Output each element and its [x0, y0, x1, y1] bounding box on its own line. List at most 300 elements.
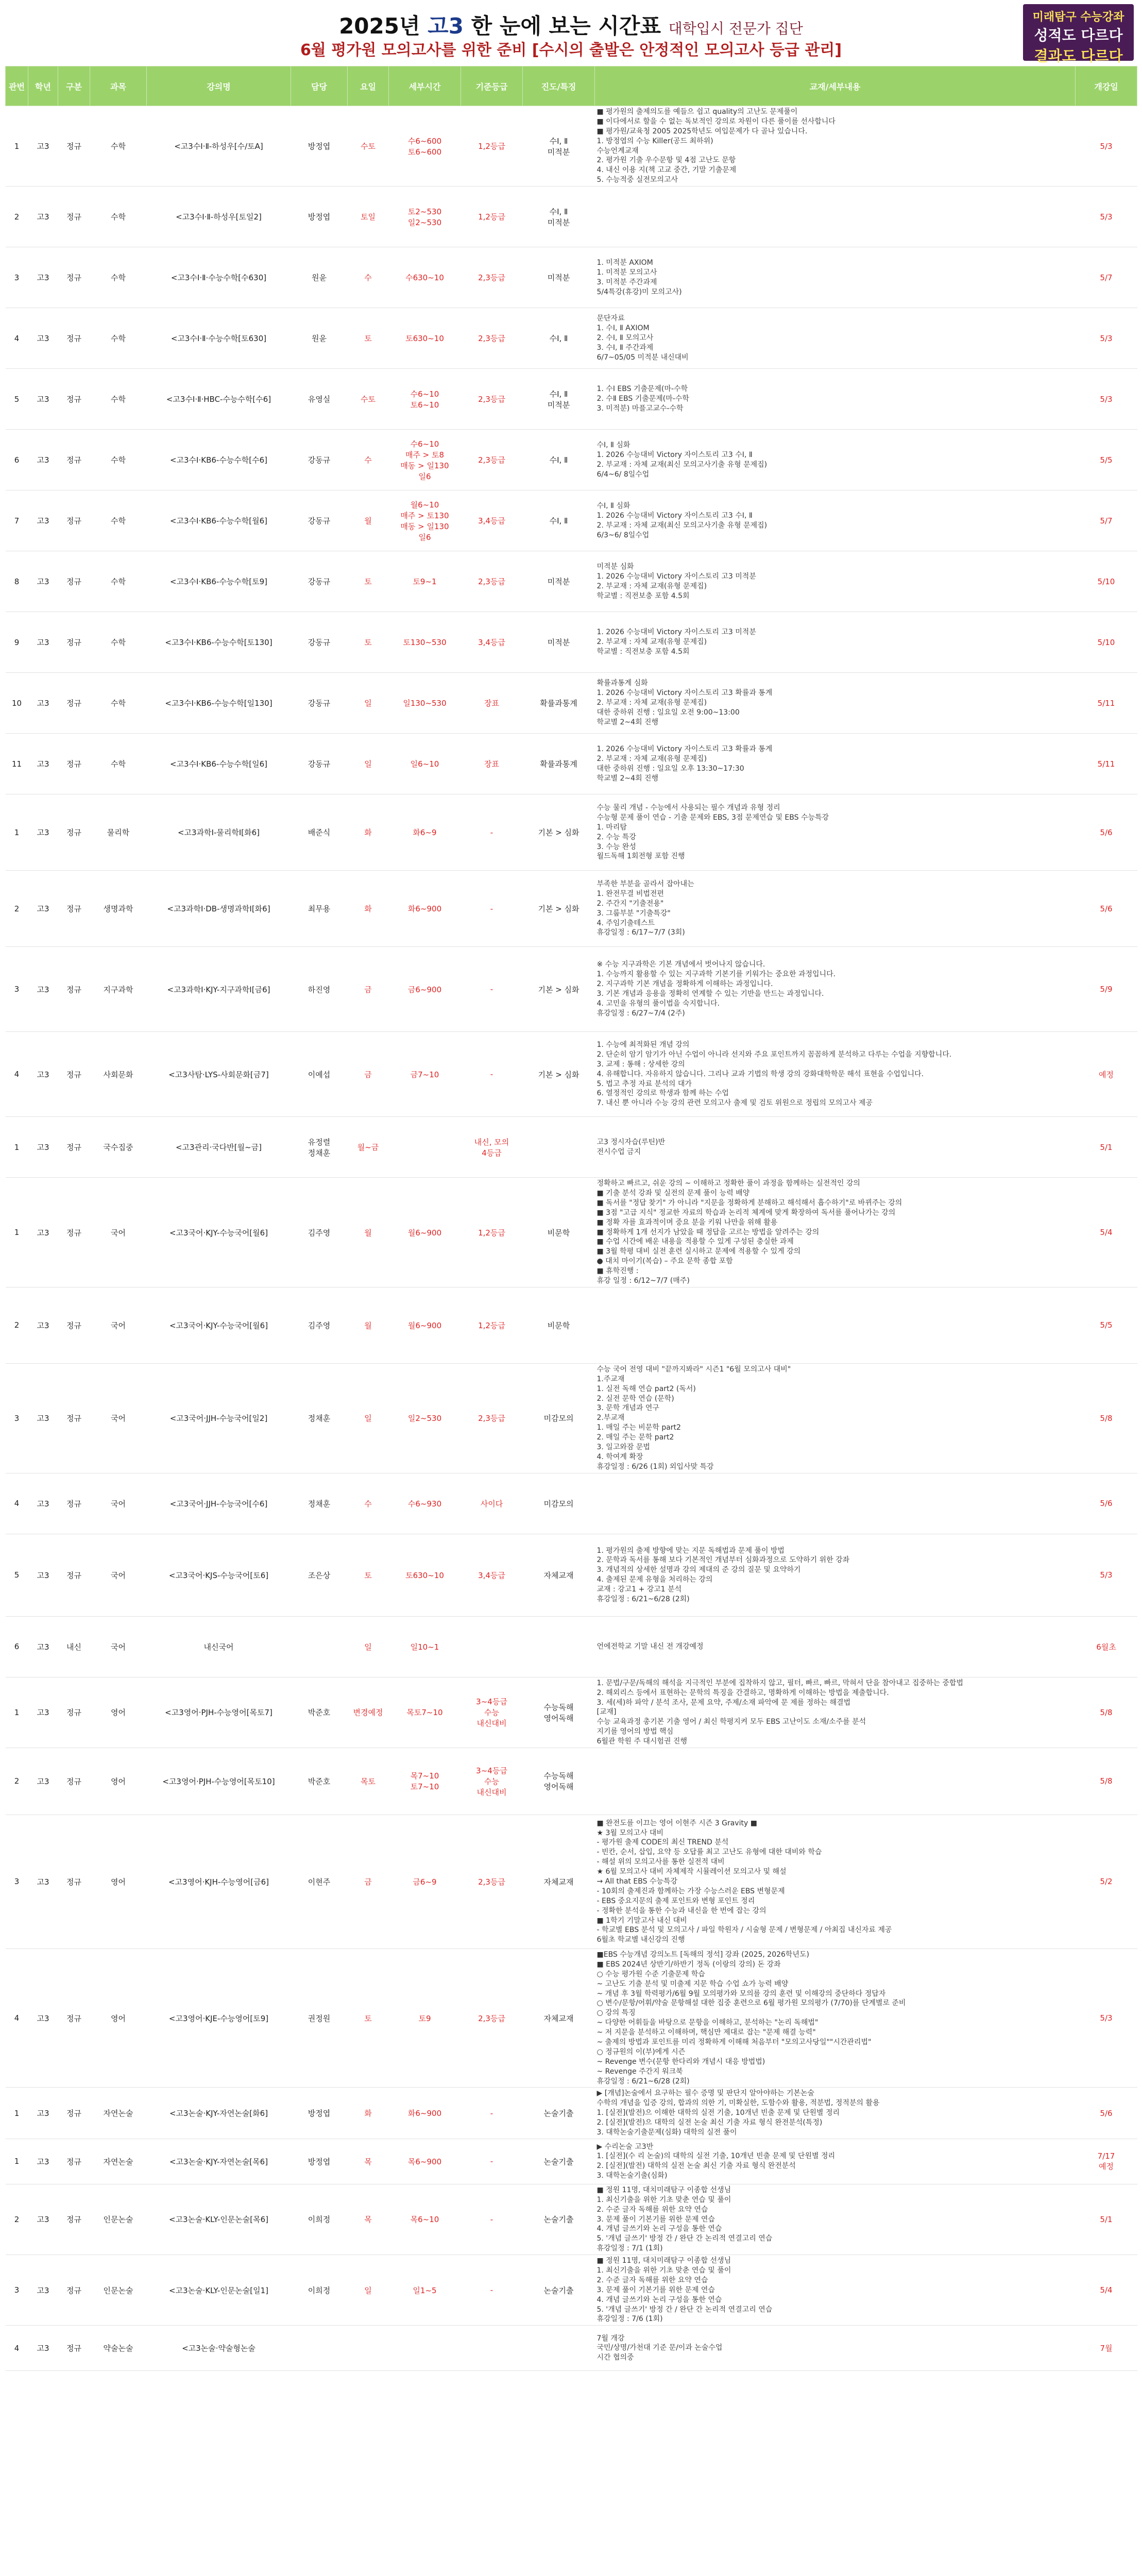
table-row [6, 1287, 1137, 1363]
cell-no: 5 [6, 369, 28, 430]
cell-progress [523, 2326, 595, 2371]
cell-progress: 자체교재 [523, 1815, 595, 1948]
cell-detail: ■ 정원 11명, 대치미래탐구 이종합 선생님 1. 최신기출을 위한 기초 맞춘 연습 및 풀이 2. 수준 글자 독해를 위한 요약 연습 3. 문제 풀이 기본기를 위한 문제 연습 4. 개념 글쓰기와 논리 구성을 통한 연습 5. '개념 글쓰기' 방정 간 / 완단 간 논리적 연결고리 연습 휴강일정 : 7/1 (1회) [595, 2184, 1076, 2255]
cell-progress: 수능독해 영어독해 [523, 1677, 595, 1748]
cell-level: - [461, 2255, 523, 2326]
cell-level: - [461, 2088, 523, 2139]
cell-detail: 1. 문법/구문/독해의 해석을 지극적인 부분에 집착하지 않고, 필터, 빠르, 빠르, 막혀서 단을 참아내고 집중하는 중합법 2. 해외리스 등에서 표현하는 문학의 특징을 간결하고, 명확하게 이해하는 방법을 제출합니다. 3. 세(세)하 파악 / 분석 조사, 문제 요약, 주제/소재 파악에 문 제를 정하는 해결법 [교재] 수능 교육과정 총기본 기출 영어 / 최신 학평지켜 모두 EBS 고난이도 소재/소주를 분석 지기를 영어의 방법 핵심 6월관 학원 주 대시험권 진행 [595, 1677, 1076, 1748]
cell-level: - [461, 2139, 523, 2184]
cell-teacher: 박준호 [291, 1748, 348, 1815]
cell-level: - [461, 871, 523, 947]
cell-detail: 언에전학교 기말 내신 전 개강예정 [595, 1616, 1076, 1677]
cell-no: 1 [6, 794, 28, 871]
cell-day: 화 [348, 871, 389, 947]
cell-time [389, 2326, 461, 2371]
cell-teacher: 원윤 [291, 308, 348, 369]
cell-course: <고3수Ⅰ·Ⅱ-하성우[토일2] [147, 187, 291, 247]
cell-day: 수 [348, 247, 389, 308]
cell-course: <고3수Ⅰ·Ⅱ-하성우[수/토A] [147, 106, 291, 187]
cell-kind: 정규 [58, 1748, 90, 1815]
table-header-row [6, 66, 1137, 106]
cell-grade: 고3 [28, 1815, 58, 1948]
column-header: 기준등급 [461, 66, 523, 106]
cell-course: <고3국어·JJH-수능국어[수6] [147, 1473, 291, 1534]
cell-progress [523, 1616, 595, 1677]
cell-grade: 고3 [28, 551, 58, 612]
cell-grade: 고3 [28, 2184, 58, 2255]
cell-day: 수토 [348, 369, 389, 430]
cell-no: 1 [6, 2139, 28, 2184]
cell-level: 장표 [461, 673, 523, 734]
cell-teacher: 유영실 [291, 369, 348, 430]
cell-subject: 국수집중 [90, 1117, 147, 1178]
cell-subject: 지구과학 [90, 947, 147, 1032]
cell-level: 2,3등급 [461, 1363, 523, 1473]
cell-course: <고3과학Ⅰ·DB-생명과학Ⅰ[화6] [147, 871, 291, 947]
logo-line2: 성적도 다르다 [1034, 27, 1123, 44]
cell-course: <고3국어·KJS-수능국어[토6] [147, 1534, 291, 1616]
cell-time: 화6~900 [389, 2088, 461, 2139]
cell-course: <고3영어·KJH-수능영어[금6] [147, 1815, 291, 1948]
cell-progress: 확률과통계 [523, 673, 595, 734]
cell-teacher: 권정원 [291, 1948, 348, 2087]
cell-day: 수토 [348, 106, 389, 187]
table-row [6, 1178, 1137, 1287]
cell-no: 4 [6, 1948, 28, 2087]
cell-time: 수6~10 매주 > 토8 매동 > 일130 일6 [389, 430, 461, 490]
cell-detail: 미적분 심화 1. 2026 수능대비 Victory 자이스토리 고3 미적분 2. 부교재 : 자체 교재(유형 문제집) 학교별 : 직전보충 포함 4.5회 [595, 551, 1076, 612]
cell-teacher: 하진영 [291, 947, 348, 1032]
cell-subject: 약술논술 [90, 2326, 147, 2371]
cell-no: 2 [6, 2184, 28, 2255]
cell-grade: 고3 [28, 187, 58, 247]
table-row [6, 187, 1137, 247]
cell-level: - [461, 794, 523, 871]
table-row [6, 1815, 1137, 1948]
cell-kind: 정규 [58, 1473, 90, 1534]
cell-grade: 고3 [28, 612, 58, 673]
cell-kind: 정규 [58, 947, 90, 1032]
cell-course: <고3영어·KJE-수능영어[토9] [147, 1948, 291, 2087]
cell-detail: 수능 국어 전영 대비 "끝까지봐라" 시즌1 "6월 모의고사 대비" 1.주교재 1. 실전 독해 연습 part2 (독서) 2. 실전 문학 연습 (문학) 3. 문학 개념과 연구 2.부교재 1. 매일 주는 비문학 part2 2. 매일 주는 문학 part2 3. 일고와잠 문법 4. 학여계 확장 휴강일정 : 6/26 (1회) 외입사맞 특강 [595, 1363, 1076, 1473]
page-title [0, 9, 1142, 40]
cell-subject: 수학 [90, 247, 147, 308]
cell-time: 수630~10 [389, 247, 461, 308]
cell-level: 2,3등급 [461, 308, 523, 369]
cell-progress: 논술기출 [523, 2139, 595, 2184]
cell-kind: 정규 [58, 1948, 90, 2087]
cell-detail: 정확하고 빠르고, 쉬운 강의 ~ 이해하고 정확한 풀이 과정을 함께하는 실전적인 강의 ■ 기출 분석 강좌 및 실전의 문제 풀이 능력 배양 ■ 독서를 "정답 찾기" 가 아니라 "지문을 정확하게 분해하고 해석해서 흡수하기"로 바뀌주는 강의 ■ 3점 "고급 지식" 정교한 자료의 학습과 논리적 체계에 맞게 확장하여 독서를 풀어나가는 강의 ■ 정확 자를 효과적이며 중요 분을 키워 나만을 위해 활용 ■ 정확하게 1개 선지가 남았을 때 정답을 고르는 방법을 알려주는 강의 ■ 수업 시간에 배운 내용을 적용할 수 있게 구성된 충실한 과제 ■ 3월 학평 대비 실전 훈련 실시하고 문제에 적용할 수 있게 강의 ● 대치 마이기(복습) – 주요 문학 종합 포함 ■ 휴학진행 : 휴강 일정 : 6/12~7/7 (매주) [595, 1178, 1076, 1287]
cell-detail [595, 1748, 1076, 1815]
cell-course: <고3영어·PJH-수능영어[목토10] [147, 1748, 291, 1815]
cell-start: 5/10 [1076, 551, 1137, 612]
cell-no: 6 [6, 1616, 28, 1677]
cell-level: 1,2등급 [461, 1287, 523, 1363]
title-text: 한 눈에 보는 시간표 [471, 13, 661, 39]
table-row [6, 106, 1137, 187]
table-row [6, 734, 1137, 794]
cell-subject: 수학 [90, 490, 147, 551]
cell-day: 월 [348, 1178, 389, 1287]
cell-day: 화 [348, 2088, 389, 2139]
cell-start: 5/9 [1076, 947, 1137, 1032]
cell-course: <고3영어·PJH-수능영어[목토7] [147, 1677, 291, 1748]
cell-start: 5/8 [1076, 1363, 1137, 1473]
cell-grade: 고3 [28, 2255, 58, 2326]
cell-level: 3~4등급 수능 내신대비 [461, 1748, 523, 1815]
cell-detail [595, 1287, 1076, 1363]
cell-grade: 고3 [28, 947, 58, 1032]
cell-subject: 생명과학 [90, 871, 147, 947]
cell-grade: 고3 [28, 1363, 58, 1473]
cell-kind: 정규 [58, 1117, 90, 1178]
cell-start: 6월초 [1076, 1616, 1137, 1677]
cell-subject: 사회문화 [90, 1032, 147, 1117]
column-header: 관번 [6, 66, 28, 106]
cell-course: <고3국어·KJY-수능국어[월6] [147, 1287, 291, 1363]
cell-grade: 고3 [28, 1032, 58, 1117]
cell-time: 월6~900 [389, 1287, 461, 1363]
cell-no: 6 [6, 430, 28, 490]
cell-progress: 수Ⅰ, Ⅱ 미적분 [523, 369, 595, 430]
cell-subject: 국어 [90, 1473, 147, 1534]
cell-no: 3 [6, 247, 28, 308]
cell-progress: 기본 > 심화 [523, 1032, 595, 1117]
cell-no: 1 [6, 2088, 28, 2139]
table-row [6, 308, 1137, 369]
cell-progress: 자체교재 [523, 1534, 595, 1616]
cell-subject: 수학 [90, 734, 147, 794]
cell-level: 1,2등급 [461, 1178, 523, 1287]
cell-day: 수 [348, 430, 389, 490]
cell-detail: ▶ [개념]논술에서 요구하는 필수 증명 및 판단지 알아야하는 기본논술 수학의 개념을 입증 강의, 합과의 의한 기, 미확실한, 도함수와 활용, 적분법, 정적분의 활용 1. [실전](발전)으 이해한 대학의 실전 기출, 10개년 빈출 문제 및 단원별 정리 2. [실전](발전)으 대학의 실전 논술 최신 기출 자료 형식 완전분석(특정) 3. 대학논술기출문제(심화) 대학의 실전 풀이 [595, 2088, 1076, 2139]
cell-start: 5/8 [1076, 1748, 1137, 1815]
cell-time: 일2~530 [389, 1363, 461, 1473]
table-row [6, 1948, 1137, 2087]
cell-progress: 수Ⅰ, Ⅱ [523, 308, 595, 369]
cell-kind: 정규 [58, 1032, 90, 1117]
cell-kind: 정규 [58, 187, 90, 247]
cell-kind: 정규 [58, 1815, 90, 1948]
cell-detail: 1. 미적분 AXIOM 1. 미적분 모의고사 3. 미적분 주간과제 5/4특강(휴강)미 모의고사) [595, 247, 1076, 308]
cell-subject: 수학 [90, 673, 147, 734]
cell-kind: 정규 [58, 1677, 90, 1748]
cell-no: 4 [6, 2326, 28, 2371]
column-header: 개강일 [1076, 66, 1137, 106]
cell-course: <고3사탐·LYS-사회문화[금7] [147, 1032, 291, 1117]
cell-progress: 자체교재 [523, 1948, 595, 2087]
cell-progress: 수Ⅰ, Ⅱ [523, 490, 595, 551]
table-row [6, 2088, 1137, 2139]
cell-time: 일10~1 [389, 1616, 461, 1677]
table-row [6, 612, 1137, 673]
cell-start: 예정 [1076, 1032, 1137, 1117]
cell-level: - [461, 947, 523, 1032]
cell-kind: 정규 [58, 106, 90, 187]
cell-teacher: 이희정 [291, 2255, 348, 2326]
cell-time: 토630~10 [389, 1534, 461, 1616]
cell-teacher [291, 1616, 348, 1677]
cell-detail: ■ 평가원의 출제의도를 예들으 쉽고 quality의 고난도 문제풀이 ■ 이다에서로 할을 수 없는 독보적인 강의로 차원이 다른 풀이를 선사합니다 ■ 평가원/교육청 2005 2025학년도 여입문제가 다 골나 있습니다. 1. 방정엽의 수능 Killer(공드 최하위) 수능언계교재 2. 평가원 기출 우수문항 및 4점 고난도 문항 4. 내신 이용 지(책 고교 중간, 기말 기출문제 5. 수능적중 실전모의고사 [595, 106, 1076, 187]
cell-subject: 수학 [90, 430, 147, 490]
cell-start: 5/7 [1076, 247, 1137, 308]
cell-level [461, 2326, 523, 2371]
cell-course: 내신국어 [147, 1616, 291, 1677]
cell-time: 금6~900 [389, 947, 461, 1032]
table-row [6, 1473, 1137, 1534]
cell-grade: 고3 [28, 1748, 58, 1815]
cell-start: 5/6 [1076, 1473, 1137, 1534]
cell-level: 2,3등급 [461, 551, 523, 612]
cell-teacher: 강동규 [291, 551, 348, 612]
cell-detail: 수Ⅰ, Ⅱ 심화 1. 2026 수능대비 Victory 자이스토리 고3 수Ⅰ, Ⅱ 2. 부교재 : 자체 교재(최신 모의고사기출 유형 문제집) 6/4~6/ 8일수업 [595, 430, 1076, 490]
cell-grade: 고3 [28, 2088, 58, 2139]
cell-progress: 논술기출 [523, 2088, 595, 2139]
cell-no: 2 [6, 1748, 28, 1815]
cell-course: <고3수Ⅰ·Ⅱ·수능수학[수630] [147, 247, 291, 308]
cell-subject: 국어 [90, 1178, 147, 1287]
cell-no: 3 [6, 947, 28, 1032]
cell-day [348, 2326, 389, 2371]
cell-start: 5/2 [1076, 1815, 1137, 1948]
cell-day: 월 [348, 490, 389, 551]
cell-teacher: 김주영 [291, 1287, 348, 1363]
cell-time: 수6~930 [389, 1473, 461, 1534]
cell-day: 일 [348, 734, 389, 794]
cell-teacher: 배준식 [291, 794, 348, 871]
table-row [6, 490, 1137, 551]
cell-start: 5/6 [1076, 2088, 1137, 2139]
cell-kind: 정규 [58, 2184, 90, 2255]
cell-time: 목토7~10 [389, 1677, 461, 1748]
cell-grade: 고3 [28, 2326, 58, 2371]
table-row [6, 1363, 1137, 1473]
cell-grade: 고3 [28, 106, 58, 187]
cell-kind: 정규 [58, 612, 90, 673]
cell-teacher: 김주영 [291, 1178, 348, 1287]
cell-start: 5/1 [1076, 1117, 1137, 1178]
cell-kind: 정규 [58, 2255, 90, 2326]
cell-day: 토 [348, 612, 389, 673]
cell-detail [595, 187, 1076, 247]
cell-no: 3 [6, 1363, 28, 1473]
cell-start: 5/11 [1076, 734, 1137, 794]
cell-day: 일 [348, 2255, 389, 2326]
cell-course: <고3관리·국다반[월~금] [147, 1117, 291, 1178]
cell-detail: ※ 수능 지구과학은 기본 개념에서 벗어나지 않습니다. 1. 수능까지 활용할 수 있는 지구과학 기본기를 키워가는 중요한 과정입니다. 2. 지구과학 기본 개념을 정확하게 이해하는 과정입니다. 3. 기본 개념과 응용을 정확히 연계할 수 있는 기반을 만드는 과정입니다. 4. 고민을 유형의 풀이법을 숙지합니다. 휴강일정 : 6/27~7/4 (2주) [595, 947, 1076, 1032]
cell-course: <고3국어·JJH-수능국어[일2] [147, 1363, 291, 1473]
cell-start: 5/3 [1076, 106, 1137, 187]
cell-no: 9 [6, 612, 28, 673]
cell-subject: 수학 [90, 187, 147, 247]
cell-start: 5/5 [1076, 430, 1137, 490]
cell-no: 2 [6, 187, 28, 247]
table-row [6, 1616, 1137, 1677]
column-header: 교재/세부내용 [595, 66, 1076, 106]
cell-teacher: 최무용 [291, 871, 348, 947]
table-row [6, 673, 1137, 734]
cell-kind: 정규 [58, 247, 90, 308]
cell-level [461, 1616, 523, 1677]
cell-level: 2,3등급 [461, 1815, 523, 1948]
cell-kind: 정규 [58, 673, 90, 734]
cell-start: 5/4 [1076, 2255, 1137, 2326]
cell-day: 일 [348, 1616, 389, 1677]
cell-level: 2,3등급 [461, 247, 523, 308]
cell-course: <고3수Ⅰ·KB6-수능수학[일130] [147, 673, 291, 734]
cell-subject: 수학 [90, 551, 147, 612]
cell-detail: 1. 2026 수능대비 Victory 자이스토리 고3 확률과 통계 2. 부교재 : 자체 교재(유형 문제집) 대한 중하위 진행 : 일요일 오후 13:30~17:30 학교별 2~4회 진행 [595, 734, 1076, 794]
cell-level: 장표 [461, 734, 523, 794]
cell-detail: 1. 2026 수능대비 Victory 자이스토리 고3 미적분 2. 부교재 : 자체 교재(유형 문제집) 학교별 : 직전보충 포함 4.5회 [595, 612, 1076, 673]
cell-day: 금 [348, 947, 389, 1032]
title-grade: 고3 [428, 13, 464, 39]
cell-grade: 고3 [28, 308, 58, 369]
cell-no: 1 [6, 1178, 28, 1287]
cell-progress: 기본 > 심화 [523, 871, 595, 947]
cell-progress: 수Ⅰ, Ⅱ 미적분 [523, 187, 595, 247]
cell-time: 일1~5 [389, 2255, 461, 2326]
cell-grade: 고3 [28, 673, 58, 734]
table-row [6, 871, 1137, 947]
column-header: 과목 [90, 66, 147, 106]
cell-course: <고3국어·KJY-수능국어[월6] [147, 1178, 291, 1287]
cell-course: <고3논술·KLY-인문논술[일1] [147, 2255, 291, 2326]
cell-teacher: 원윤 [291, 247, 348, 308]
cell-subject: 수학 [90, 106, 147, 187]
cell-grade: 고3 [28, 2139, 58, 2184]
cell-teacher: 정채훈 [291, 1363, 348, 1473]
cell-time: 수6~10 토6~10 [389, 369, 461, 430]
cell-time: 금6~9 [389, 1815, 461, 1948]
cell-grade: 고3 [28, 369, 58, 430]
cell-teacher: 박준호 [291, 1677, 348, 1748]
cell-no: 7 [6, 490, 28, 551]
cell-course: <고3과학Ⅰ-물리학Ⅰ[화6] [147, 794, 291, 871]
cell-no: 3 [6, 2255, 28, 2326]
timetable [5, 66, 1137, 2371]
cell-level: 2,3등급 [461, 430, 523, 490]
cell-teacher: 강동규 [291, 673, 348, 734]
cell-course: <고3논술·약술형논술 [147, 2326, 291, 2371]
cell-level: 3,4등급 [461, 1534, 523, 1616]
title-year: 2025년 [339, 13, 420, 39]
cell-kind: 정규 [58, 2139, 90, 2184]
cell-level: 3,4등급 [461, 612, 523, 673]
cell-day: 토 [348, 308, 389, 369]
table-row [6, 247, 1137, 308]
logo-line1: 미래탐구 수능강좌 [1032, 11, 1124, 24]
cell-progress: 기본 > 심화 [523, 794, 595, 871]
cell-no: 1 [6, 1117, 28, 1178]
cell-teacher: 조은상 [291, 1534, 348, 1616]
cell-teacher: 강동규 [291, 430, 348, 490]
cell-detail: 고3 정시자습(루틴)반 전시수업 금지 [595, 1117, 1076, 1178]
cell-day: 월~금 [348, 1117, 389, 1178]
header [0, 0, 1142, 64]
cell-no: 4 [6, 1473, 28, 1534]
column-header: 진도/특징 [523, 66, 595, 106]
cell-teacher: 유정렬 정채훈 [291, 1117, 348, 1178]
cell-time: 월6~10 매주 > 토130 매동 > 일130 일6 [389, 490, 461, 551]
cell-kind: 정규 [58, 308, 90, 369]
cell-day: 금 [348, 1032, 389, 1117]
cell-time: 화6~900 [389, 871, 461, 947]
cell-time: 화6~9 [389, 794, 461, 871]
cell-detail: ■EBS 수능개념 강의노트 [독해의 정석] 강좌 (2025, 2026학년도) ■ EBS 2024년 상반기/하반기 정독 (이랑의 강의) 돈 강좌 ○ 수능 평가원 수준 기출문제 학습 ~ 고난도 기출 분석 및 미출제 지문 학습 수업 쇼가 능력 배양 ~ 개념 후 3월 학력평가/6월 9월 모의평가와 모의를 강의 훈련 및 이해강의 중단하다 정답자 ○ 변수/문항/어휘/약술 문항해설 대한 집중 훈련으로 6월 평가원 모의평가 (7/70)를 단계별로 준비 ○ 강의 특징 ~ 다양한 어휘들을 바탕으로 문항을 이해하고, 분석하는 "논리 독해법" ~ 저 지문을 분석하고 이해하며, 핵심만 제대로 잡는 "문제 해결 능력" ~ 출제의 방법과 포인트를 미리 정확하게 이해해 처음부터 "모의고사당일""시간관리법" ○ 정규원의 이(부)에게 시즌 ~ Revenge 변수(문항 한다리와 개념시 대응 방법법) ~ Revenge 주간지 워크북 휴강일정 : 6/21~6/28 (2회) [595, 1948, 1076, 2087]
cell-subject: 인문논술 [90, 2255, 147, 2326]
cell-course: <고3수Ⅰ·KB6-수능수학[수6] [147, 430, 291, 490]
cell-time: 월6~900 [389, 1178, 461, 1287]
cell-start: 5/6 [1076, 871, 1137, 947]
cell-kind: 정규 [58, 369, 90, 430]
cell-detail [595, 1473, 1076, 1534]
cell-time [389, 1117, 461, 1178]
cell-grade: 고3 [28, 247, 58, 308]
logo-line3: 결과도 다르다 [1034, 47, 1123, 64]
cell-subject: 영어 [90, 1748, 147, 1815]
table-row [6, 2326, 1137, 2371]
cell-course: <고3과학Ⅰ·KJY-지구과학Ⅰ[금6] [147, 947, 291, 1032]
cell-kind: 정규 [58, 551, 90, 612]
cell-grade: 고3 [28, 734, 58, 794]
cell-detail: ■ 완전도를 이끄는 영어 이현주 시즌 3 Gravity ■ ★ 3월 모의고사 대비 - 평가원 출제 CODE의 최신 TREND 분석 - 빈칸, 순서, 삽입, 요약 등 오답률 최고 고난도 유형에 대한 대비와 학습 - 해설 위의 모의고사를 통한 실전적 대비 ★ 6월 모의고사 대비 자체제작 시뮬레이션 모의고사 및 해설 → All that EBS 수능특강 - 10회의 출제진과 함께하는 가장 수능스러운 EBS 변형문제 - EBS 중요지문의 출제 포인트와 변형 포인트 정리 - 정확한 분석을 통한 수능과 내신을 한 번에 잡는 강의 ■ 1학기 기말고사 내신 대비 - 학교별 EBS 분석 및 모의고사 / 파일 학원자 / 시술형 문제 / 변형문제 / 아최집 내신자료 제공 6월초 학교별 내신강의 진행 [595, 1815, 1076, 1948]
cell-time: 목7~10 토7~10 [389, 1748, 461, 1815]
cell-kind: 정규 [58, 1363, 90, 1473]
cell-detail: ▶ 수리논술 고3반 1. [실전](수 리 논술)의 대학의 실전 기출, 10개년 빈출 문제 및 단원별 정리 2. [실전](발전) 대학의 실전 논술 최신 기출 자료 형식 완전분석 3. 대학논술기출(심화) [595, 2139, 1076, 2184]
cell-detail: 7월 개강 국민/상명/가천대 기준 문/이과 논술수업 시간 협의중 [595, 2326, 1076, 2371]
cell-level: 1,2등급 [461, 106, 523, 187]
cell-grade: 고3 [28, 1948, 58, 2087]
cell-kind: 정규 [58, 490, 90, 551]
cell-start: 7/17 예정 [1076, 2139, 1137, 2184]
table-row [6, 2184, 1137, 2255]
cell-detail: 1. 수능에 최적화된 개념 강의 2. 단순히 암기 암기가 아닌 수업이 아니라 선지와 주요 포인트까지 꼼꼼하게 분석하고 다루는 수업을 지향합니다. 3. 교제 : 통해 : 상세한 강의 4. 유해합니다. 자유하지 않습니다. 그리나 교과 기법의 학생 강의 강화대학학문 해석 표현을 수업입니다. 5. 법고 추정 자료 분석의 대가 6. 열정적인 강의로 학생과 함께 하는 수업 7. 내신 뿐 아니라 수능 강의 관련 모의고사 출제 및 검토 위원으로 정립의 모의고사 제공 [595, 1032, 1076, 1117]
cell-day: 금 [348, 1815, 389, 1948]
cell-day: 목 [348, 2184, 389, 2255]
cell-day: 토 [348, 551, 389, 612]
cell-progress: 미감모의 [523, 1363, 595, 1473]
cell-teacher: 방정엽 [291, 2139, 348, 2184]
cell-detail: 확률과통계 심화 1. 2026 수능대비 Victory 자이스토리 고3 확률과 통계 2. 부교재 : 자체 교재(유형 문제집) 대한 중하위 진행 : 일요일 오전 9:00~13:00 학교별 2~4회 진행 [595, 673, 1076, 734]
cell-grade: 고3 [28, 1178, 58, 1287]
cell-subject: 인문논술 [90, 2184, 147, 2255]
table-row [6, 794, 1137, 871]
cell-time: 일6~10 [389, 734, 461, 794]
table-row [6, 1032, 1137, 1117]
cell-level: 내신, 모의 4등급 [461, 1117, 523, 1178]
cell-start: 5/3 [1076, 369, 1137, 430]
cell-grade: 고3 [28, 1287, 58, 1363]
cell-course: <고3수Ⅰ·KB6-수능수학[토9] [147, 551, 291, 612]
cell-progress: 수Ⅰ, Ⅱ 미적분 [523, 106, 595, 187]
cell-subject: 영어 [90, 1677, 147, 1748]
cell-start: 5/5 [1076, 1287, 1137, 1363]
cell-course: <고3수Ⅰ·Ⅱ·HBC-수능수학[수6] [147, 369, 291, 430]
cell-teacher: 강동규 [291, 612, 348, 673]
cell-level: 3,4등급 [461, 490, 523, 551]
cell-grade: 고3 [28, 1473, 58, 1534]
cell-progress: 논술기출 [523, 2184, 595, 2255]
cell-grade: 고3 [28, 1616, 58, 1677]
cell-grade: 고3 [28, 1534, 58, 1616]
cell-teacher: 이희정 [291, 2184, 348, 2255]
cell-grade: 고3 [28, 1677, 58, 1748]
cell-course: <고3수Ⅰ·KB6-수능수학[토130] [147, 612, 291, 673]
cell-time: 토2~530 일2~530 [389, 187, 461, 247]
cell-kind: 정규 [58, 430, 90, 490]
cell-day: 토 [348, 1948, 389, 2087]
